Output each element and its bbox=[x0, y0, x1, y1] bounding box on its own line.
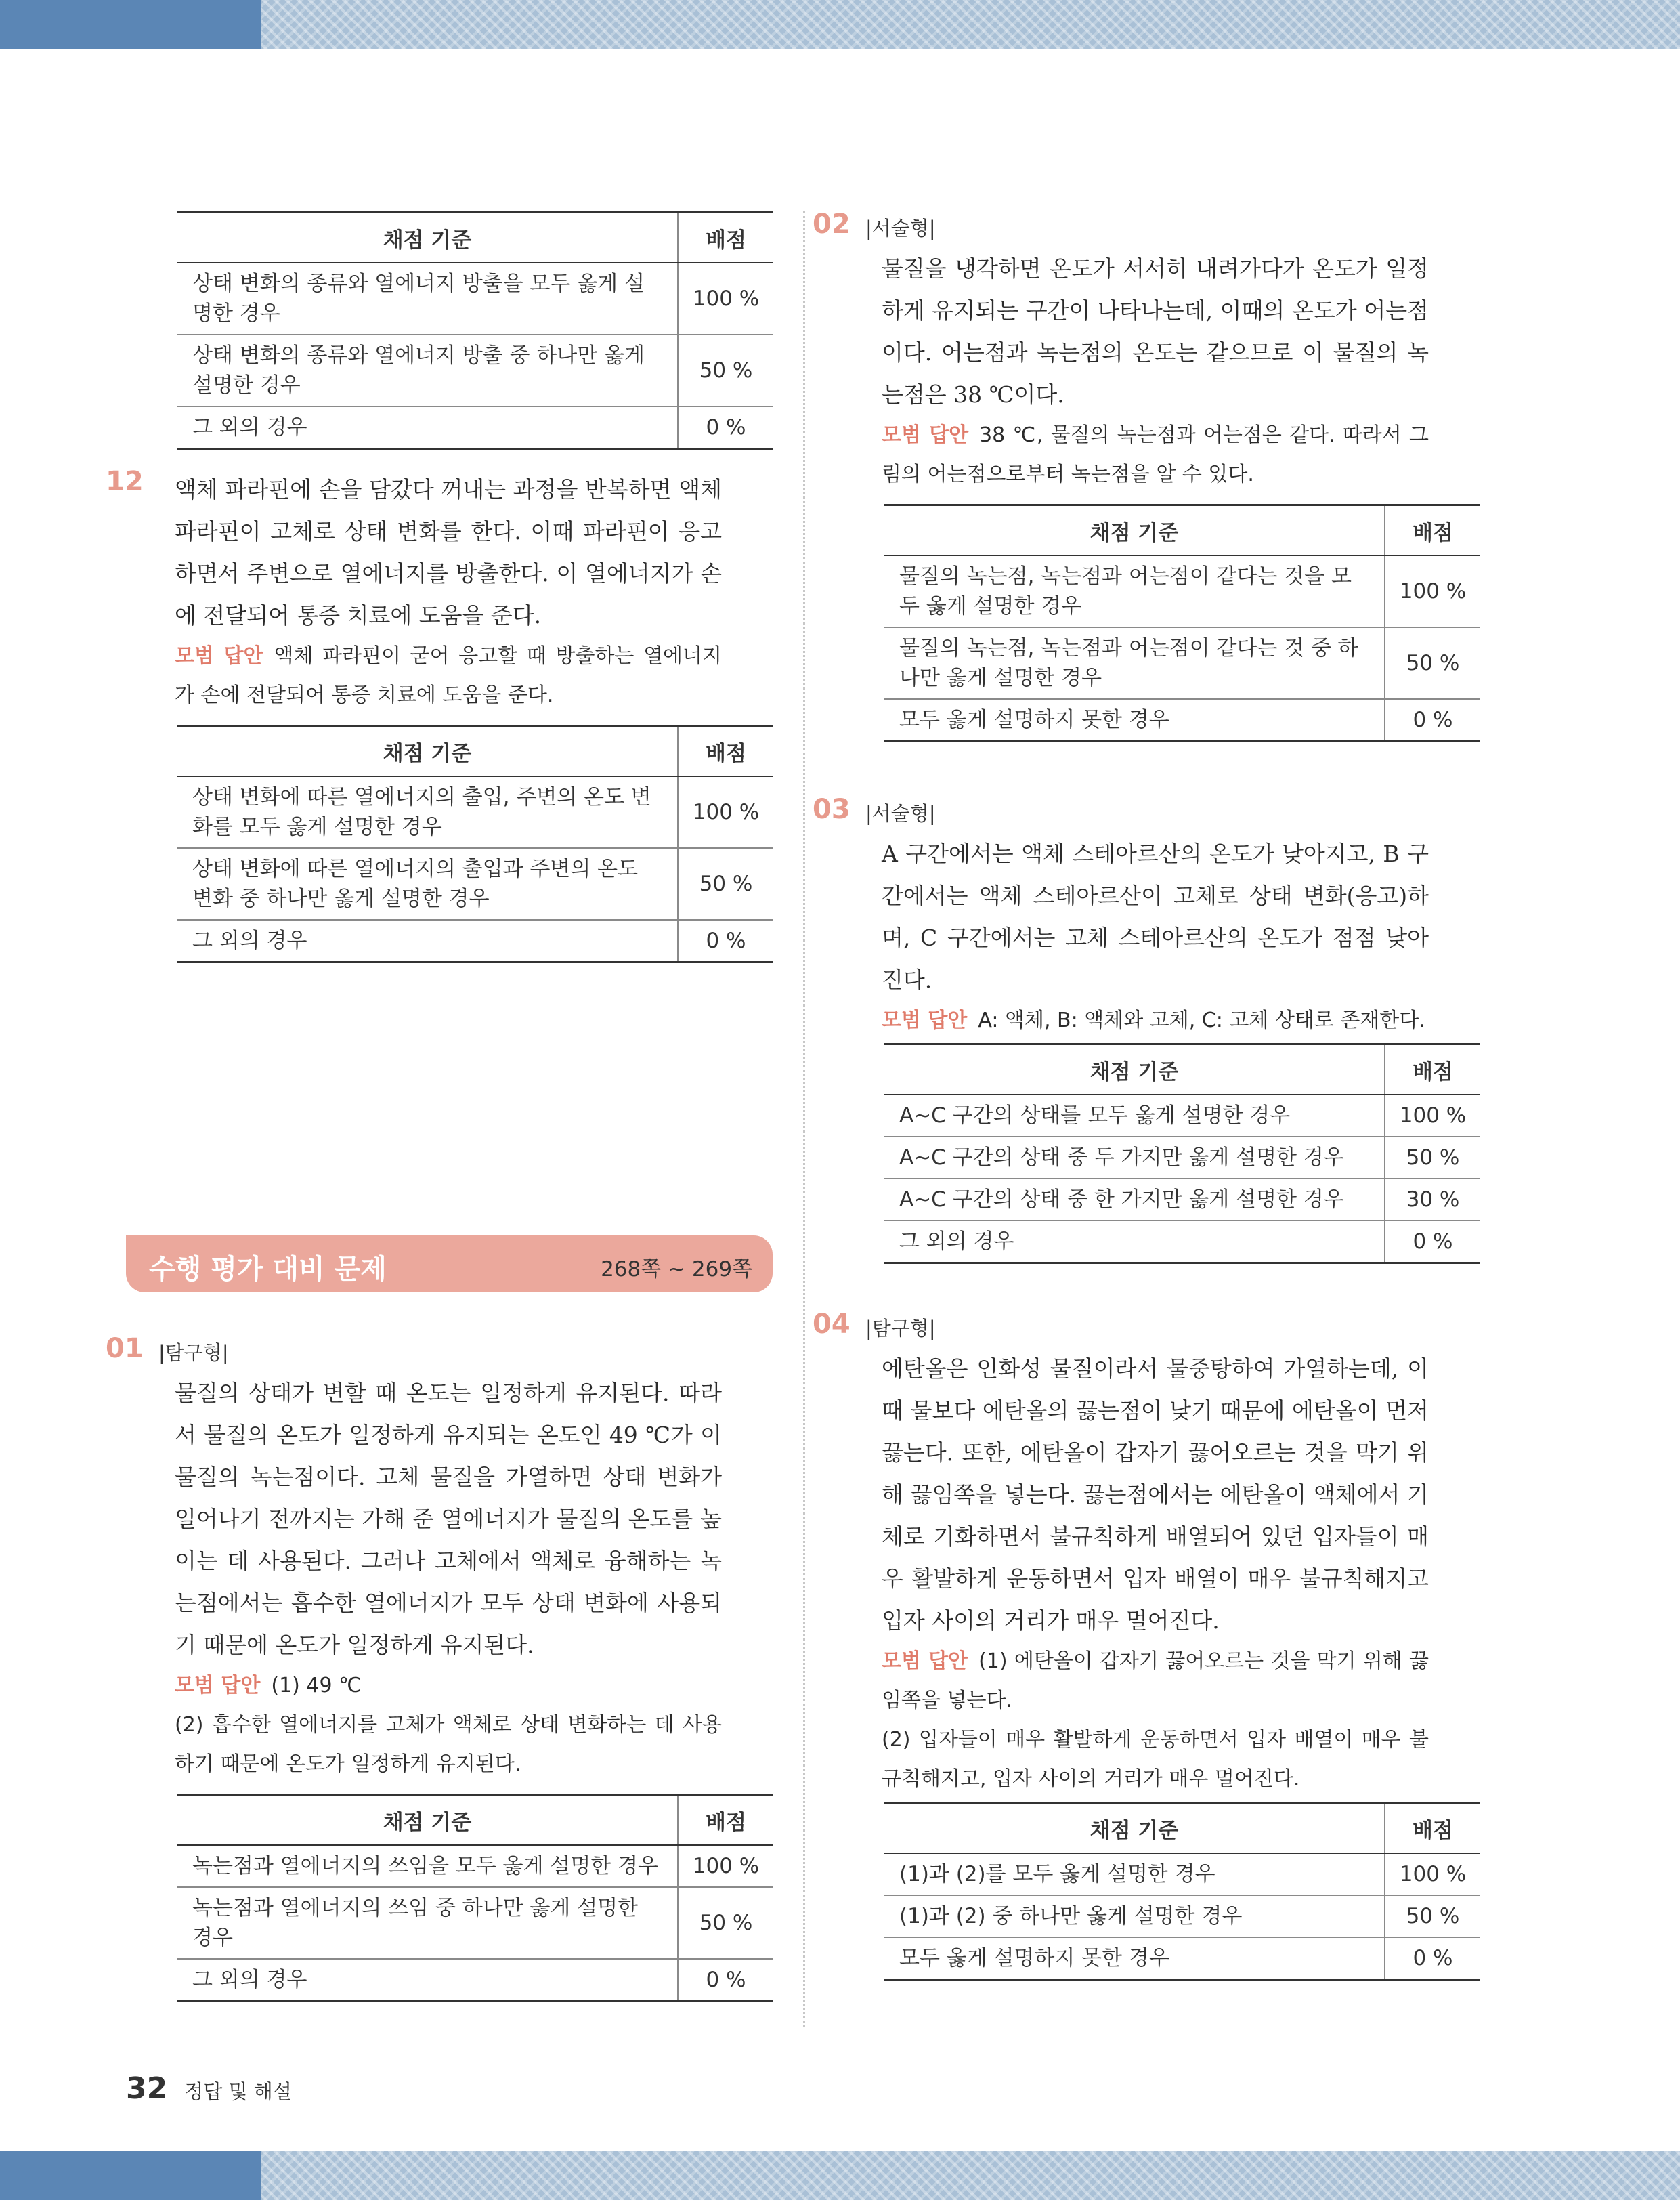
question-type: |탐구형| bbox=[865, 1317, 936, 1340]
model-answer-text: 38 ℃, 물질의 녹는점과 어는점은 같다. 따라서 그림의 어는점으로부터 녹는점을 알 수 있다. bbox=[882, 423, 1429, 486]
score-cell: 50 % bbox=[678, 848, 773, 920]
table-row bbox=[884, 1937, 1480, 1980]
table-row bbox=[177, 263, 773, 335]
table-row bbox=[884, 1095, 1480, 1137]
scoring-table-q03 bbox=[884, 1043, 1480, 1264]
table-header-score: 배점 bbox=[678, 726, 773, 777]
criteria-cell: 그 외의 경우 bbox=[177, 920, 678, 962]
criteria-cell: 물질의 녹는점, 녹는점과 어는점이 같다는 것을 모두 옳게 설명한 경우 bbox=[884, 555, 1385, 627]
question-number: 02 bbox=[813, 209, 850, 240]
criteria-cell: 그 외의 경우 bbox=[884, 1221, 1385, 1263]
criteria-cell: (1)과 (2) 중 하나만 옳게 설명한 경우 bbox=[884, 1895, 1385, 1937]
table-row bbox=[884, 1853, 1480, 1895]
model-answer bbox=[882, 1001, 1429, 1040]
model-answer-label: 모범 답안 bbox=[175, 1674, 261, 1697]
model-answer-part2: (2) 입자들이 매우 활발하게 운동하면서 입자 배열이 매우 불규칙해지고, 입자 사이의 거리가 매우 멀어진다. bbox=[882, 1728, 1429, 1791]
criteria-cell: 상태 변화에 따른 열에너지의 출입과 주변의 온도 변화 중 하나만 옳게 설명한 경우 bbox=[177, 848, 678, 920]
table-row bbox=[884, 1221, 1480, 1263]
model-answer-label: 모범 답안 bbox=[882, 423, 969, 447]
model-answer-part1: (1) 에탄올이 갑자기 끓어오르는 것을 막기 위해 끓임쪽을 넣는다. bbox=[882, 1649, 1429, 1712]
footer-title: 정답 및 해설 bbox=[184, 2080, 292, 2103]
table-row bbox=[884, 627, 1480, 699]
table-row bbox=[177, 848, 773, 920]
criteria-cell: 상태 변화의 종류와 열에너지 방출을 모두 옳게 설명한 경우 bbox=[177, 263, 678, 335]
score-cell: 0 % bbox=[1385, 1221, 1480, 1263]
criteria-cell: 그 외의 경우 bbox=[177, 406, 678, 449]
section-pages: 268쪽 ~ 269쪽 bbox=[601, 1257, 752, 1282]
criteria-cell: 녹는점과 열에너지의 쓰임을 모두 옳게 설명한 경우 bbox=[177, 1845, 678, 1887]
table-header-score: 배점 bbox=[1385, 1044, 1480, 1095]
table-header-criteria: 채점 기준 bbox=[177, 1795, 678, 1846]
scoring-table-q02 bbox=[884, 504, 1480, 742]
criteria-cell: 물질의 녹는점, 녹는점과 어는점이 같다는 것 중 하나만 옳게 설명한 경우 bbox=[884, 627, 1385, 699]
table-header-criteria: 채점 기준 bbox=[177, 726, 678, 777]
criteria-cell: 모두 옳게 설명하지 못한 경우 bbox=[884, 1937, 1385, 1980]
table-row bbox=[177, 1845, 773, 1887]
table-row bbox=[177, 1887, 773, 1959]
score-cell: 100 % bbox=[1385, 1095, 1480, 1137]
score-cell: 0 % bbox=[1385, 699, 1480, 742]
criteria-cell: 그 외의 경우 bbox=[177, 1959, 678, 2002]
score-cell: 0 % bbox=[678, 406, 773, 449]
table-row bbox=[884, 1137, 1480, 1179]
table-header-score: 배점 bbox=[678, 1795, 773, 1846]
explanation-text: 액체 파라핀에 손을 담갔다 꺼내는 과정을 반복하면 액체 파라핀이 고체로 상태 변화를 한다. 이때 파라핀이 응고하면서 주변으로 열에너지를 방출한다. 이 열에너지가 손에 전달되어 통증 치료에 도움을 준다. bbox=[175, 476, 722, 629]
model-answer-part2: (2) 흡수한 열에너지를 고체가 액체로 상태 변화하는 데 사용하기 때문에 온도가 일정하게 유지된다. bbox=[175, 1713, 722, 1776]
question-04 bbox=[813, 1309, 1467, 1981]
criteria-cell: 상태 변화의 종류와 열에너지 방출 중 하나만 옳게 설명한 경우 bbox=[177, 335, 678, 406]
score-cell: 100 % bbox=[1385, 1853, 1480, 1895]
question-02 bbox=[813, 209, 1467, 742]
question-01 bbox=[106, 1333, 760, 2002]
criteria-cell: A~C 구간의 상태 중 한 가지만 옳게 설명한 경우 bbox=[884, 1179, 1385, 1221]
table-header-score: 배점 bbox=[1385, 505, 1480, 556]
question-type: |서술형| bbox=[865, 802, 936, 825]
criteria-cell: A~C 구간의 상태 중 두 가지만 옳게 설명한 경우 bbox=[884, 1137, 1385, 1179]
question-number: 04 bbox=[813, 1309, 850, 1340]
model-answer bbox=[175, 637, 722, 715]
score-cell: 50 % bbox=[1385, 627, 1480, 699]
score-cell: 30 % bbox=[1385, 1179, 1480, 1221]
question-number: 01 bbox=[106, 1333, 144, 1364]
explanation-text: 물질을 냉각하면 온도가 서서히 내려가다가 온도가 일정하게 유지되는 구간이 나타나는데, 이때의 온도가 어는점이다. 어는점과 녹는점의 온도는 같으므로 이 물질의 녹는점은 38 ℃이다. bbox=[882, 255, 1429, 408]
table-header-score: 배점 bbox=[1385, 1803, 1480, 1854]
model-answer-label: 모범 답안 bbox=[882, 1649, 968, 1673]
table-row bbox=[884, 699, 1480, 742]
table-header-score: 배점 bbox=[678, 213, 773, 263]
scoring-table-q12 bbox=[177, 725, 773, 963]
section-title: 수행 평가 대비 문제 bbox=[149, 1254, 387, 1285]
score-cell: 100 % bbox=[1385, 555, 1480, 627]
model-answer-label: 모범 답안 bbox=[175, 644, 263, 668]
score-cell: 0 % bbox=[678, 920, 773, 962]
table-row bbox=[177, 1959, 773, 2002]
criteria-cell: 모두 옳게 설명하지 못한 경우 bbox=[884, 699, 1385, 742]
explanation-text: 물질의 상태가 변할 때 온도는 일정하게 유지된다. 따라서 물질의 온도가 일정하게 유지되는 온도인 49 ℃가 이 물질의 녹는점이다. 고체 물질을 가열하면 상태 변화가 일어나기 전까지는 가해 준 열에너지가 물질의 온도를 높이는 데 사용된다. 그러나 고체에서 액체로 융해하는 녹는점에서는 흡수한 열에너지가 모두 상태 변화에 사용되기 때문에 온도가 일정하게 유지된다. bbox=[175, 1380, 722, 1658]
score-cell: 50 % bbox=[1385, 1895, 1480, 1937]
question-12 bbox=[106, 466, 760, 963]
scoring-table-q01 bbox=[177, 1794, 773, 2002]
question-03 bbox=[813, 794, 1467, 1264]
score-cell: 0 % bbox=[678, 1959, 773, 2002]
criteria-cell: 녹는점과 열에너지의 쓰임 중 하나만 옳게 설명한 경우 bbox=[177, 1887, 678, 1959]
model-answer-text: A: 액체, B: 액체와 고체, C: 고체 상태로 존재한다. bbox=[978, 1009, 1425, 1032]
model-answer bbox=[882, 416, 1429, 494]
model-answer-part1: (1) 49 ℃ bbox=[271, 1674, 362, 1697]
model-answer bbox=[175, 1666, 722, 1706]
explanation-text: 에탄올은 인화성 물질이라서 물중탕하여 가열하는데, 이때 물보다 에탄올의 끓는점이 낮기 때문에 에탄올이 먼저 끓는다. 또한, 에탄올이 갑자기 끓어오르는 것을 막기 위해 끓임쪽을 넣는다. 끓는점에서는 에탄올이 액체에서 기체로 기화하면서 불규칙하게 배열되어 있던 입자들이 매우 활발하게 운동하면서 입자 배열이 매우 불규칙해지고 입자 사이의 거리가 매우 멀어진다. bbox=[882, 1355, 1429, 1634]
bottom-band-accent bbox=[0, 2151, 261, 2200]
criteria-cell: (1)과 (2)를 모두 옳게 설명한 경우 bbox=[884, 1853, 1385, 1895]
table-row bbox=[177, 920, 773, 962]
criteria-cell: 상태 변화에 따른 열에너지의 출입, 주변의 온도 변화를 모두 옳게 설명한 경우 bbox=[177, 776, 678, 848]
page-number: 32 bbox=[126, 2071, 168, 2106]
score-cell: 100 % bbox=[678, 1845, 773, 1887]
right-column bbox=[813, 209, 1467, 1981]
explanation-text: A 구간에서는 액체 스테아르산의 온도가 낮아지고, B 구간에서는 액체 스테아르산이 고체로 상태 변화(응고)하며, C 구간에서는 고체 스테아르산의 온도가 점점 낮아진다. bbox=[882, 841, 1429, 993]
criteria-cell: A~C 구간의 상태를 모두 옳게 설명한 경우 bbox=[884, 1095, 1385, 1137]
table-row bbox=[884, 1179, 1480, 1221]
scoring-table-q04 bbox=[884, 1802, 1480, 1981]
table-row bbox=[884, 1895, 1480, 1937]
table-row bbox=[884, 555, 1480, 627]
score-cell: 50 % bbox=[678, 1887, 773, 1959]
bottom-decorative-band bbox=[0, 2151, 1680, 2200]
score-cell: 50 % bbox=[678, 335, 773, 406]
model-answer-text: 액체 파라핀이 굳어 응고할 때 방출하는 열에너지가 손에 전달되어 통증 치료에 도움을 준다. bbox=[175, 644, 722, 707]
score-cell: 100 % bbox=[678, 263, 773, 335]
table-header-criteria: 채점 기준 bbox=[884, 1803, 1385, 1854]
question-number: 03 bbox=[813, 794, 850, 825]
section-banner bbox=[126, 1235, 773, 1292]
table-row bbox=[177, 406, 773, 449]
score-cell: 100 % bbox=[678, 776, 773, 848]
column-divider bbox=[803, 211, 805, 2027]
model-answer bbox=[882, 1642, 1429, 1720]
page-footer bbox=[126, 2071, 292, 2106]
table-row bbox=[177, 335, 773, 406]
table-header-criteria: 채점 기준 bbox=[884, 1044, 1385, 1095]
top-decorative-band bbox=[0, 0, 1680, 49]
scoring-table-q11 bbox=[177, 211, 773, 450]
question-number: 12 bbox=[106, 466, 144, 497]
score-cell: 50 % bbox=[1385, 1137, 1480, 1179]
score-cell: 0 % bbox=[1385, 1937, 1480, 1980]
question-type: |서술형| bbox=[865, 217, 936, 240]
table-header-criteria: 채점 기준 bbox=[884, 505, 1385, 556]
question-type: |탐구형| bbox=[158, 1341, 229, 1364]
left-column bbox=[106, 211, 760, 963]
top-band-accent bbox=[0, 0, 261, 49]
table-row bbox=[177, 776, 773, 848]
table-header-criteria: 채점 기준 bbox=[177, 213, 678, 263]
left-column-lower bbox=[106, 1333, 760, 2002]
model-answer-label: 모범 답안 bbox=[882, 1009, 968, 1032]
